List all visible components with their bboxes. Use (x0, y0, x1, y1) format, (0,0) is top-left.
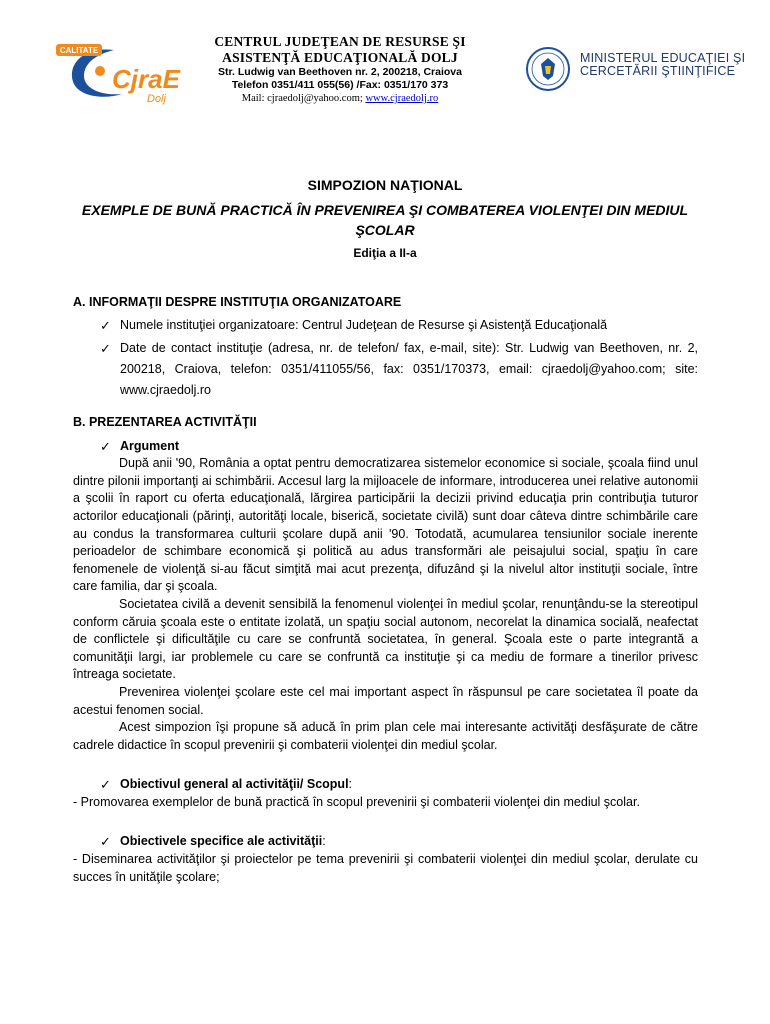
ministry-line1: MINISTERUL EDUCAŢIEI ŞI (580, 51, 746, 65)
institution-phone: Telefon 0351/411 055(56) /Fax: 0351/170 373 (231, 79, 449, 91)
list-item (73, 317, 698, 335)
bullet-text: Date de contact instituţie (adresa, nr. de telefon/ fax, e-mail, site): Str. Ludwig van Beethoven, nr. 2, 200218, Craiova, telefon: 0351/411055/56, fax: 0351/170373, email: cjraedolj@yahoo.com; site: www.cjraedolj.ro (120, 341, 698, 398)
objective-general-colon: : (348, 777, 353, 792)
objective-general-text: - Promovarea exemplelor de bună practică în scopul prevenirii şi combaterii violenţei din mediul şcolar. (73, 794, 640, 809)
ministry-name (580, 52, 745, 78)
ministry-line2: CERCETĂRII ŞTIINŢIFICE (580, 64, 736, 78)
objectives-specific-label: Obiectivele specifice ale activităţii (120, 834, 323, 849)
letterhead-text (190, 34, 490, 106)
doc-title: SIMPOZION NAŢIONAL (307, 177, 463, 193)
cjrae-logo (52, 38, 187, 106)
doc-subtitle: EXEMPLE DE BUNĂ PRACTICĂ ÎN PREVENIREA ŞI COMBATEREA VIOLENŢEI DIN MEDIUL ŞCOLAR (81, 202, 689, 238)
section-a (73, 294, 698, 401)
argument-paragraph-1: După anii '90, România a optat pentru democratizarea sistemelor economice si sociale, şcoala fiind unul dintre pilonii importanţi ai schimbării. Accesul larg la mijloacele de informare, introducerea unei relative autonomii a şcolii în raport cu oferta educaţională, lărgirea participării la decizii privind educaţia prin contribuţia tuturor actorilor educaţionali (părinţi, autorităţi locale, biserică, societate civilă) sunt doar câteva dintre schimbările care au condus la transformarea culturii şcolare după anii '90. Totodată, acumularea tensiunilor sociale inerente perioadelor de schimbare economică şi politică au adus transformări ale peisajului social, spaţiu în care fenomenele de violenţă si-au făcut simţită mai acut prezenţa, difuzând şi la nivelul altor instituţii sociale, între care familia, dar şi şcoala. (73, 456, 698, 594)
list-item (73, 338, 698, 401)
mail-label: Mail: cjraedolj@yahoo.com; (241, 93, 366, 104)
institution-address: Str. Ludwig van Beethoven nr. 2, 200218, Craiova (218, 66, 462, 78)
logo-badge-text: CALITATE (59, 46, 99, 55)
institution-name-line2: ASISTENŢĂ EDUCAŢIONALĂ DOLJ (222, 50, 458, 65)
objective-general-heading (73, 776, 698, 794)
checkmark-icon: ✓ (100, 317, 111, 333)
objectives-specific-heading (73, 833, 698, 851)
argument-label: Argument (120, 438, 180, 453)
argument-paragraph-2: Societatea civilă a devenit sensibilă la fenomenul violenţei în mediul şcolar, renunţându-se la stereotipul conform căruia şcoala este o entitate izolată, un spaţiu social autonom, necorelat la dinamica socială, neafectat de conflictele şi dificultăţile cu care se confruntă societatea, în general. Şcoala este o parte integrantă a comunităţii largi, iar problemele cu care se confruntă ca instituţie şi ca mediu de formare a tinerilor privesc întreaga societate. (73, 596, 698, 682)
argument-paragraph-3: Prevenirea violenţei şcolare este cel mai important aspect în răspunsul pe care societatea îl poate da acestui fenomen social. (73, 684, 698, 717)
checkmark-icon: ✓ (100, 834, 111, 850)
objectives-specific-text: - Diseminarea activităţilor şi proiectelor pe tema prevenirii şi combaterii violenţei din mediul şcolar, derulate cu succes în unităţile şcolare; (73, 852, 698, 884)
argument-heading (73, 438, 698, 456)
bullet-text: Numele instituţiei organizatoare: Centrul Judeţean de Resurse şi Asistenţă Educaţională (120, 317, 608, 332)
argument-paragraph-4: Acest simpozion îşi propune să aducă în prim plan cele mai interesante activităţi desfăşurate de către cadrele didactice în scopul prevenirii şi combaterii violenţei din mediul şcolar. (73, 720, 698, 752)
section-b (73, 414, 698, 886)
section-a-heading: A. INFORMAŢII DESPRE INSTITUŢIA ORGANIZATOARE (73, 295, 402, 309)
objective-general-label: Obiectivul general al activităţii/ Scopul (120, 777, 349, 792)
logo-sub: Dolj (147, 93, 166, 105)
institution-mail (190, 92, 490, 106)
institution-name-line1: CENTRUL JUDEŢEAN DE RESURSE ŞI (214, 34, 466, 49)
website-link[interactable]: www.cjraedolj.ro (365, 93, 439, 104)
section-b-heading: B. PREZENTAREA ACTIVITĂŢII (73, 415, 257, 429)
checkmark-icon: ✓ (100, 777, 111, 793)
objectives-specific-colon: : (322, 834, 326, 849)
checkmark-icon: ✓ (100, 438, 111, 454)
checkmark-icon: ✓ (100, 341, 111, 357)
government-seal-icon (524, 44, 576, 94)
doc-edition: Ediţia a II-a (353, 246, 417, 260)
logo-wordmark: CjraE (112, 64, 180, 94)
